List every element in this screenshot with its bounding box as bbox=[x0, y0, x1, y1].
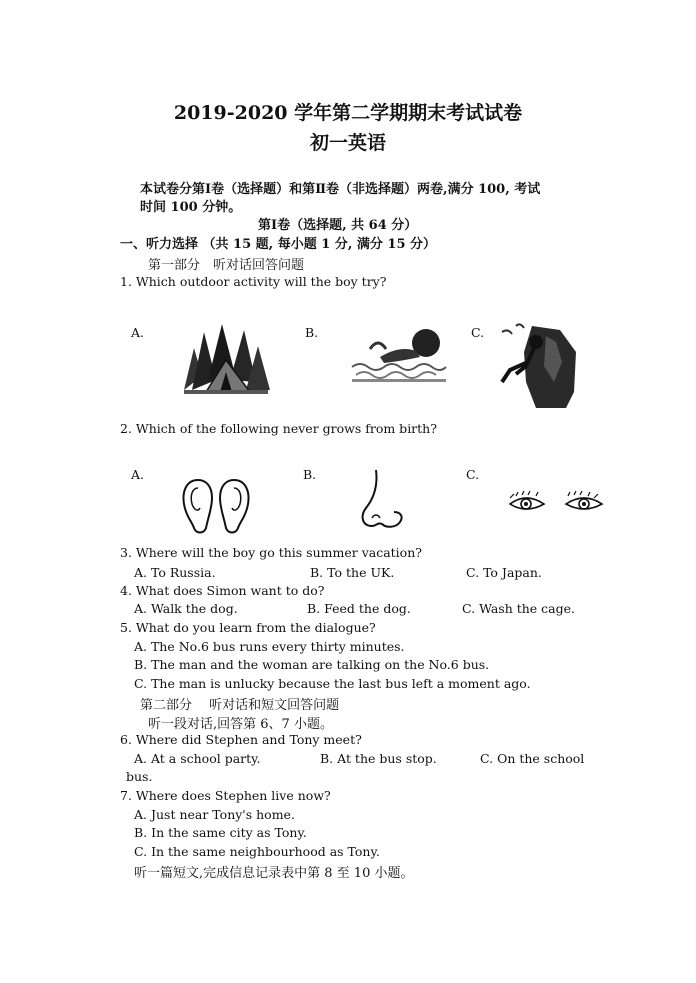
q6-option-a: A. At a school party. bbox=[134, 751, 261, 766]
ears-icon bbox=[180, 478, 252, 536]
part-2-heading: 第二部分 听对话和短文回答问题 bbox=[140, 698, 340, 713]
question-6: 6. Where did Stephen and Tony meet? bbox=[120, 732, 362, 747]
q5-option-a: A. The No.6 bus runs every thirty minutes. bbox=[134, 639, 405, 654]
q7-option-b: B. In the same city as Tony. bbox=[134, 825, 307, 840]
question-4: 4. What does Simon want to do? bbox=[120, 583, 325, 598]
q3-option-a: A. To Russia. bbox=[134, 565, 216, 580]
question-7: 7. Where does Stephen live now? bbox=[120, 788, 331, 803]
q5-option-b: B. The man and the woman are talking on the No.6 bus. bbox=[134, 657, 490, 672]
q3-option-b: B. To the UK. bbox=[310, 565, 395, 580]
question-3: 3. Where will the boy go this summer vacation? bbox=[120, 545, 422, 560]
eyes-icon bbox=[508, 490, 604, 518]
q7-option-c: C. In the same neighbourhood as Tony. bbox=[134, 844, 380, 859]
volume-heading: 第Ⅰ卷（选择题, 共 64 分） bbox=[258, 218, 418, 233]
question-1: 1. Which outdoor activity will the boy try? bbox=[120, 274, 387, 289]
q4-option-b: B. Feed the dog. bbox=[307, 601, 411, 616]
q2-option-b-label: B. bbox=[303, 467, 317, 482]
camping-tent-icon bbox=[180, 320, 272, 396]
part-1-heading: 第一部分 听对话回答问题 bbox=[148, 258, 305, 273]
page-subtitle: 初一英语 bbox=[309, 132, 386, 154]
q4-option-a: A. Walk the dog. bbox=[134, 601, 238, 616]
q1-option-b-label: B. bbox=[305, 325, 319, 340]
q6-option-b: B. At the bus stop. bbox=[320, 751, 437, 766]
q5-option-c: C. The man is unlucky because the last bus left a moment ago. bbox=[134, 676, 531, 691]
q6-option-c: C. On the school bbox=[480, 751, 585, 766]
q4-option-c: C. Wash the cage. bbox=[462, 601, 575, 616]
q2-option-a-label: A. bbox=[131, 467, 145, 482]
rock-climbing-icon bbox=[496, 322, 578, 410]
q3-option-c: C. To Japan. bbox=[466, 565, 542, 580]
q1-option-a-label: A. bbox=[131, 325, 145, 340]
section-heading: 一、听力选择 （共 15 题, 每小题 1 分, 满分 15 分） bbox=[120, 237, 437, 252]
q1-option-c-label: C. bbox=[471, 325, 485, 340]
question-5: 5. What do you learn from the dialogue? bbox=[120, 620, 376, 635]
instruction-6-7: 听一段对话,回答第 6、7 小题。 bbox=[148, 717, 333, 732]
swimming-icon bbox=[350, 323, 448, 385]
intro-line-2: 时间 100 分钟。 bbox=[140, 200, 242, 215]
page-title: 2019-2020 学年第二学期期末考试试卷 bbox=[173, 102, 523, 124]
question-2: 2. Which of the following never grows from birth? bbox=[120, 421, 437, 436]
q2-option-c-label: C. bbox=[466, 467, 480, 482]
q7-option-a: A. Just near Tony's home. bbox=[134, 807, 295, 822]
instruction-8-10: 听一篇短文,完成信息记录表中第 8 至 10 小题。 bbox=[134, 866, 414, 881]
nose-icon bbox=[356, 468, 408, 532]
intro-line-1: 本试卷分第Ⅰ卷（选择题）和第Ⅱ卷（非选择题）两卷,满分 100, 考试 bbox=[140, 182, 541, 197]
q6-option-c-wrap: bus. bbox=[126, 769, 153, 784]
